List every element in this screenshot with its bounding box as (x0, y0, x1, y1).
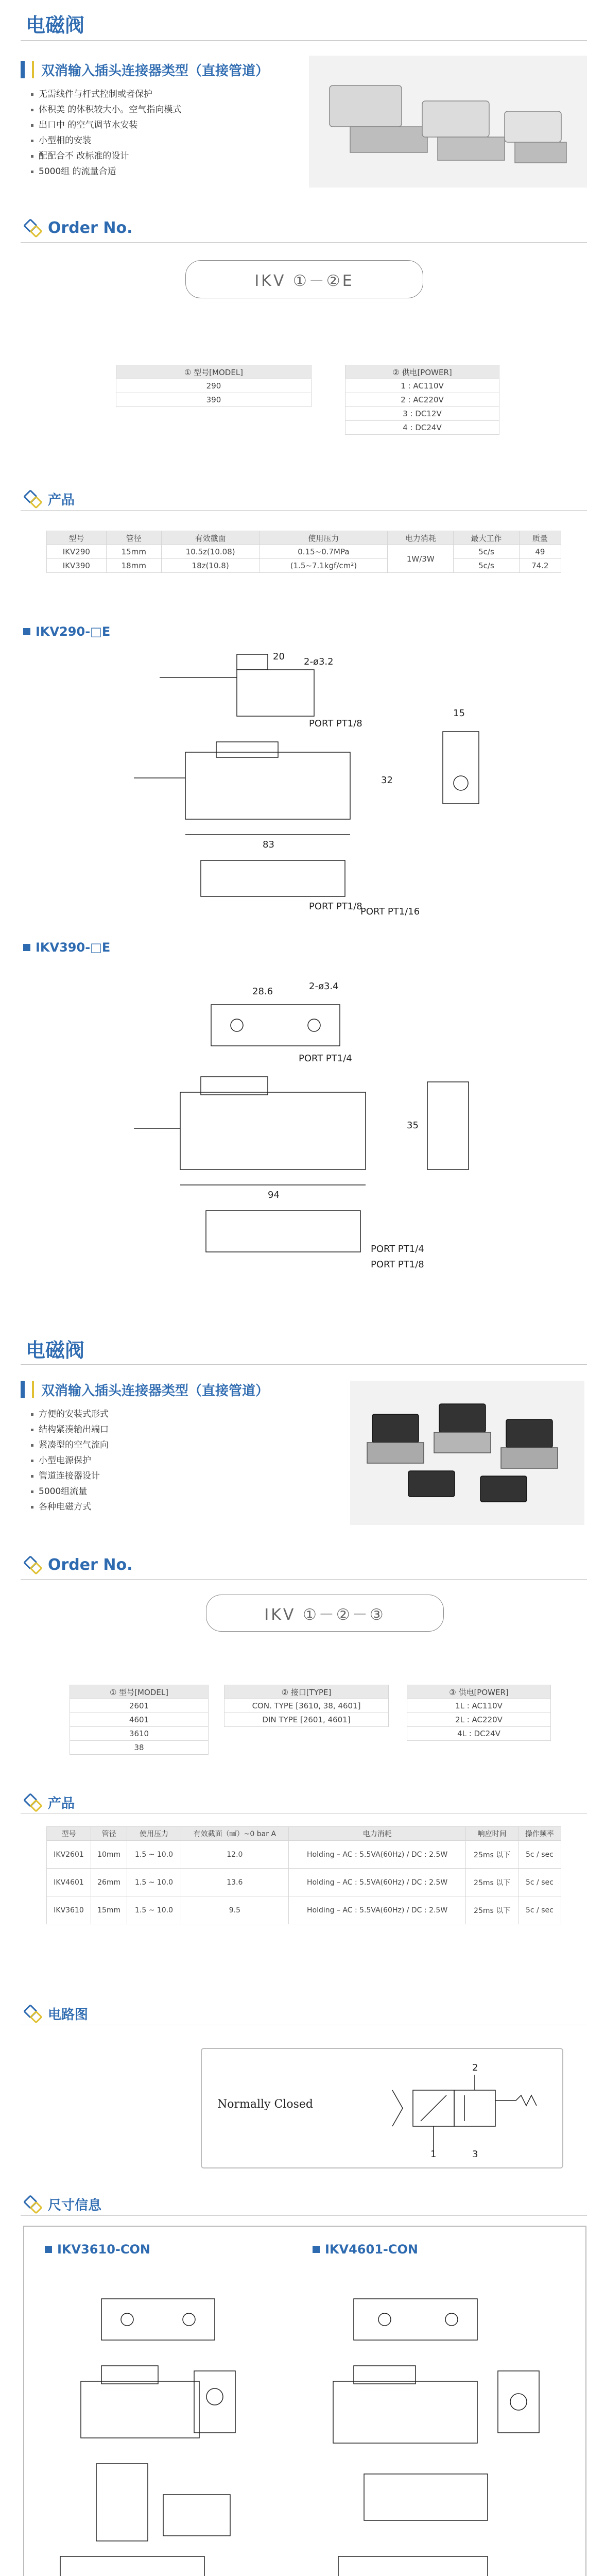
diagram2-title: IKV390-□E (23, 940, 110, 955)
order-code-2: IKV ①－②－③ (206, 1595, 444, 1632)
svg-text:2-ø3.2: 2-ø3.2 (304, 656, 334, 667)
order-section-1: Order No. (23, 219, 132, 237)
svg-text:PORT PT1/8: PORT PT1/8 (371, 1259, 424, 1270)
spec-section-2: 产品 (23, 1793, 75, 1812)
circuit-frame (201, 2048, 563, 2168)
page2-tagline: 双消输入插头连接器类型（直接管道） (21, 1381, 269, 1398)
ikv3610-title: IKV3610-CON (45, 2242, 150, 2257)
svg-text:32: 32 (381, 775, 393, 786)
diagram-ikv390 (82, 963, 525, 1283)
svg-text:2: 2 (472, 2062, 478, 2073)
svg-text:20: 20 (273, 651, 285, 662)
ikv4601-drawing (302, 2268, 570, 2576)
circuit-section: 电路图 (23, 2004, 88, 2023)
order-section-2: Order No. (23, 1556, 132, 1574)
svg-text:2-ø3.4: 2-ø3.4 (309, 981, 339, 992)
svg-text:PORT PT1/8: PORT PT1/8 (309, 718, 362, 729)
product-photo-1 (309, 56, 587, 188)
svg-text:28.6: 28.6 (252, 986, 273, 997)
circuit-symbol (382, 2059, 547, 2157)
model-table-1: ① 型号[MODEL] 290 390 (116, 365, 312, 407)
power-table-2: ③ 供电[POWER] 1L : AC110V 2L : AC220V 4L : DC24V (407, 1685, 551, 1741)
svg-text:PORT PT1/8: PORT PT1/8 (309, 901, 362, 912)
page1-title: 电磁阀 (26, 14, 85, 37)
svg-text:35: 35 (407, 1120, 419, 1131)
ikv4601-title: IKV4601-CON (313, 2242, 418, 2257)
power-table-1: ② 供电[POWER] 1 : AC110V 2 : AC220V 3 : DC12V 4 : DC24V (345, 365, 499, 435)
spec-section-1: 产品 (23, 489, 75, 509)
model-table-2: ① 型号[MODEL] 2601 4601 3610 38 (70, 1685, 209, 1755)
svg-text:3: 3 (472, 2149, 478, 2157)
svg-text:PORT PT1/4: PORT PT1/4 (299, 1053, 352, 1064)
ikv3610-drawing (40, 2268, 287, 2576)
page1-feature-list: 无需线件与杆式控制或者保护 体积美 的体积较大小。空气指向模式 出口中 的空气调节水安装 小型相的安装 配配合不 改标准的设计 5000组 的流量合适 (31, 87, 181, 179)
svg-text:15: 15 (453, 708, 465, 719)
circuit-label: Normally Closed (217, 2098, 313, 2111)
spec-table-1: 型号 管径 有效截面 使用压力 电力消耗 最大工作 质量 IKV290 15mm 10.5z(10.08) 0.15~0.7MPa 1W/3W 5c/s 49 IKV390 18mm 18z(10.8) (1.5~7.1kgf/cm²) 5c/s 74.2 (46, 531, 561, 573)
page1-tagline: 双消输入插头连接器类型（直接管道） (21, 61, 269, 78)
svg-text:1: 1 (430, 2149, 437, 2157)
dims-section-1: 尺寸信息 (23, 2195, 101, 2214)
page2-feature-list: 方便的安装式形式 结构紧凑输出端口 紧凑型的空气流向 小型电源保护 管道连接器设计 5000组流量 各种电磁方式 (31, 1406, 109, 1515)
svg-text:94: 94 (268, 1190, 280, 1200)
conn-table-2: ② 接口[TYPE] CON. TYPE [3610, 38, 4601] DIN TYPE [2601, 4601] (224, 1685, 389, 1727)
diagram-ikv290 (82, 649, 525, 917)
svg-text:PORT PT1/16: PORT PT1/16 (360, 906, 420, 917)
svg-text:83: 83 (263, 839, 274, 850)
order-code-1: IKV ①－②E (185, 260, 423, 298)
page2-title: 电磁阀 (26, 1339, 85, 1362)
product-photo-2 (350, 1381, 584, 1525)
svg-text:PORT PT1/4: PORT PT1/4 (371, 1244, 424, 1255)
diagram1-title: IKV290-□E (23, 624, 110, 639)
spec-table-2: 型号 管径 使用压力 有效截面（㎟）~0 bar A 电力消耗 响应时间 操作频率 IKV2601 10mm 1.5 ~ 10.0 12.0 Holding – AC : 5.5VA(60Hz) / DC : 2.5W 25ms 以下 5c / sec IKV4601 26mm 1.5 ~ 10.0 13.6 Holding – AC : 5.5VA(60Hz) / DC : 2.5W 25ms 以下 5c / sec IKV3610 15mm 1.5 ~ 10.0 9.5 Holding – AC : 5.5VA(60Hz) / DC : 2.5W 25ms 以下 5c / sec (46, 1826, 561, 1924)
dims-frame-1 (23, 2226, 586, 2576)
